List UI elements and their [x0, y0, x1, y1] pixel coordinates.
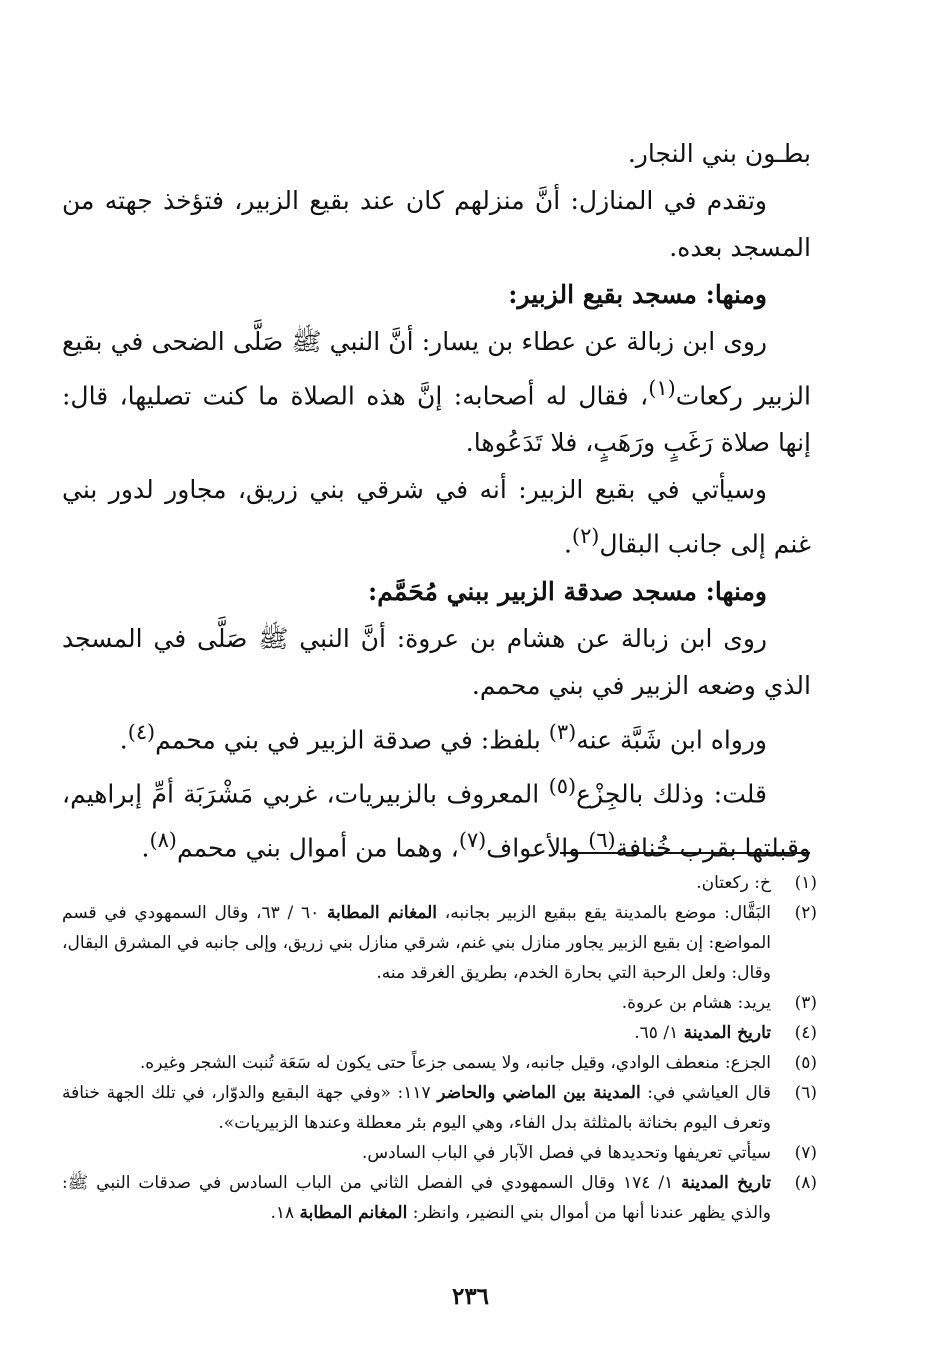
paragraph-6 [62, 709, 811, 763]
footnote-number: (٢) [794, 903, 817, 923]
source-title: المغانم المطابة [326, 903, 438, 923]
footnote-6 [62, 1078, 817, 1138]
source-title: المدينة بين الماضي والحاضر [437, 1083, 641, 1103]
footnote-ref: (٤) [127, 719, 156, 744]
footnote-number: (٥) [794, 1053, 817, 1073]
footnote-number: (٦) [794, 1083, 817, 1103]
footnote-8 [62, 1168, 817, 1228]
paragraph-4 [62, 466, 811, 567]
source-title: تاريخ المدينة [681, 1173, 771, 1193]
page-number: ٢٣٦ [451, 1283, 490, 1310]
text-run: قال العياشي في: [640, 1083, 771, 1103]
footnote-separator [560, 852, 810, 854]
text-run: والأعواف [486, 833, 589, 863]
footnote-3 [62, 988, 817, 1018]
footnote-ref: (٧) [458, 828, 487, 853]
footnote-text [62, 1168, 771, 1228]
footnote-number: (٧) [794, 1143, 817, 1163]
footnotes [62, 868, 817, 1228]
footnote-ref: (٥) [548, 773, 577, 798]
footnote-ref: (٦) [588, 828, 616, 853]
footnote-ref: (٣) [548, 719, 577, 744]
paragraph-3 [62, 318, 811, 466]
footnote-text: يريد: هشام بن عروة. [621, 993, 771, 1013]
footnote-1 [62, 868, 817, 898]
paragraph-1: بطـون بني النجار. [627, 139, 811, 168]
footnote-ref: (٨) [149, 828, 177, 853]
text-run: روى ابن زبالة عن عطاء بن يسار: أنَّ النبي ﷺ صَلَّى الضحى في بقيع الزبير ركعات [62, 327, 811, 411]
text-run: البَقَّال: موضع بالمدينة يقع ببقيع الزبير بجانبه، [437, 903, 772, 923]
footnote-text [62, 1018, 771, 1048]
text-run: . [563, 529, 572, 559]
footnote-number: (٣) [794, 993, 817, 1013]
text-run: ورواه ابن شَبَّة عنه [576, 724, 767, 754]
text-run: . [119, 724, 128, 754]
text-run: ١٨. [270, 1203, 300, 1223]
text-run: ١١٧: «وفي جهة البقيع والدوّار، في تلك الجهة خنافة وتعرف اليوم بخناثة بالمثلثة بدل الفاء، وهي اليوم بئر معطلة وعندها الزبيريات». [62, 1083, 771, 1133]
footnote-ref: (٢) [571, 524, 600, 549]
footnote-text [62, 898, 771, 988]
text-run: ، وهما من أموال بني محمم [176, 833, 459, 863]
text-run: المعروف بالزبيريات، غربي مَشْرَبَة أمِّ إبراهيم، وقبلتها بقرب خُنافة [62, 779, 811, 863]
text-run: ٦٠ / ٦٣، وقال السمهودي في قسم المواضع: إن بقيع الزبير يجاور منازل بني غنم، شرقي منازل بني زريق، وإلى جانبه في المشرق البقال، وقال: ولعل الرحبة التي بحارة الخدم، بطريق الغرقد منه. [62, 903, 771, 983]
footnote-text: الجزع: منعطف الوادي، وقيل جانبه، ولا يسمى جزعاً حتى يكون له سَعَة تُنبت الشجر وغيره. [139, 1053, 771, 1073]
footnote-ref: (١) [648, 376, 676, 400]
footnote-text: خ: ركعتان. [696, 873, 771, 893]
paragraph-5: روى ابن زبالة عن هشام بن عروة: أنَّ النبي ﷺ صَلَّى في المسجد الذي وضعه الزبير في بني محمم. [62, 623, 811, 700]
footnote-number: (٤) [794, 1023, 817, 1043]
text-run: قلت: وذلك بالجِزْع [576, 779, 768, 809]
paragraph-2: وتقدم في المنازل: أنَّ منزلهم كان عند بقيع الزبير، فتؤخذ جهته من المسجد بعده. [62, 186, 811, 262]
section-heading-1: ومنها: مسجد بقيع الزبير: [508, 280, 767, 309]
text-run: ١/ ١٧٤ وقال السمهودي في الفصل الثاني من الباب السادس في صدقات النبي ﷺ: والذي يظهر عندنا أنها من أموال بني النضير، وانظر: [62, 1173, 771, 1223]
footnote-4 [62, 1018, 817, 1048]
footnote-number: (٨) [794, 1173, 817, 1193]
text-run: ١/ ٦٥. [634, 1023, 684, 1043]
footnote-text [62, 1078, 771, 1138]
footnote-text: سيأتي تعريفها وتحديدها في فصل الآبار في الباب السادس. [361, 1143, 771, 1163]
paragraph-7 [62, 763, 811, 872]
source-title: تاريخ المدينة [683, 1023, 771, 1043]
footnote-7 [62, 1138, 817, 1168]
text-run: بلفظ: في صدقة الزبير في بني محمم [155, 724, 549, 754]
section-heading-2: ومنها: مسجد صدقة الزبير ببني مُحَمَّم: [368, 576, 767, 606]
footnote-number: (١) [794, 873, 817, 893]
text-run: وسيأتي في بقيع الزبير: أنه في شرقي بني زريق، مجاور لدور بني غنم إلى جانب البقال [62, 475, 811, 559]
main-text [62, 130, 811, 872]
footnote-5 [62, 1048, 817, 1078]
footnote-2 [62, 898, 817, 988]
text-run: ، فقال له أصحابه: إنَّ هذه الصلاة ما كنت تصليها، قال: إنها صلاة رَغَبٍ ورَهَبٍ، فلا تَدَعُوها. [62, 381, 811, 458]
text-run: . [141, 833, 150, 863]
source-title: المغانم المطابة [299, 1203, 408, 1223]
